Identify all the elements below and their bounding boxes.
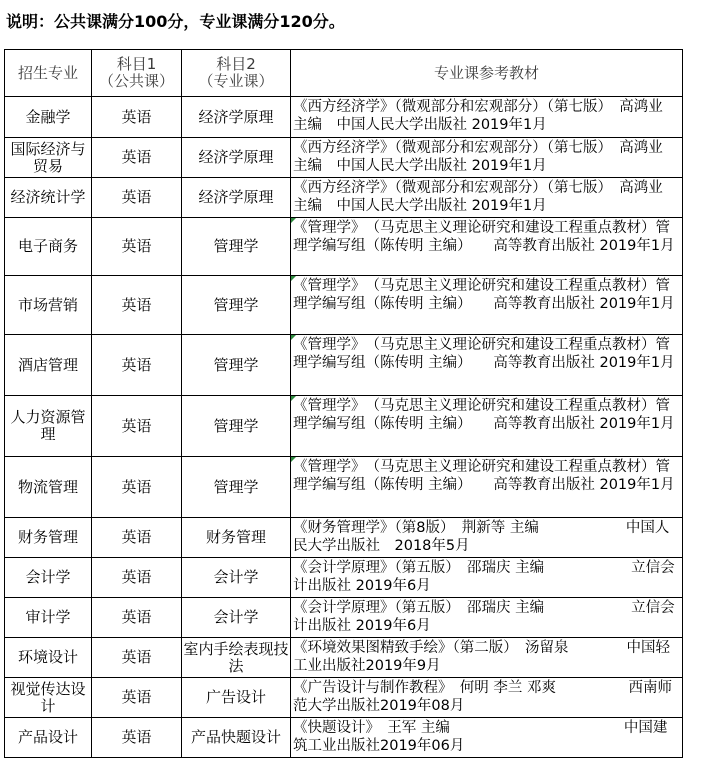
- major-cell: 会计学: [5, 558, 92, 598]
- subject2-cell: 管理学: [182, 276, 291, 335]
- subject1-cell: 英语: [92, 598, 182, 638]
- subject1-cell: 英语: [92, 457, 182, 518]
- subject2-cell: 管理学: [182, 218, 291, 276]
- reference-cell: 《管理学》 （马克思主义理论研究和建设工程重点教材）管理学编写组（陈传明 主编） 高等教育出版社 2019年1月: [291, 457, 683, 518]
- subject2-cell: 经济学原理: [182, 138, 291, 178]
- table-row: [5, 97, 683, 138]
- subject1-cell: 英语: [92, 678, 182, 718]
- subject1-cell: 英语: [92, 558, 182, 598]
- major-cell: 环境设计: [5, 638, 92, 678]
- reference-cell: 《会计学原理》（第五版） 邵瑞庆 主编 立信会计出版社 2019年6月: [291, 598, 683, 638]
- reference-cell: 《西方经济学》（微观部分和宏观部分）（第七版） 高鸿业 主编 中国人民大学出版社 2019年1月: [291, 97, 683, 138]
- reference-cell: 《广告设计与制作教程》 何明 李兰 邓爽 西南师范大学出版社2019年08月: [291, 678, 683, 718]
- header-major: 招生专业: [5, 50, 92, 97]
- header-reference: 专业课参考教材: [291, 50, 683, 97]
- table-row: [5, 638, 683, 678]
- table-row: [5, 138, 683, 178]
- subject2-cell: 产品快题设计: [182, 718, 291, 758]
- table-row: [5, 518, 683, 558]
- reference-cell: 《财务管理学》（第8版） 荆新等 主编 中国人民大学出版社 2018年5月: [291, 518, 683, 558]
- reference-cell: 《西方经济学》（微观部分和宏观部分）（第七版） 高鸿业 主编 中国人民大学出版社 2019年1月: [291, 138, 683, 178]
- major-cell: 市场营销: [5, 276, 92, 335]
- subject2-cell: 室内手绘表现技法: [182, 638, 291, 678]
- table-header-row: [5, 50, 683, 97]
- major-cell: 视觉传达设计: [5, 678, 92, 718]
- reference-cell: 《快题设计》 王军 主编 中国建筑工业出版社2019年06月: [291, 718, 683, 758]
- table-row: [5, 598, 683, 638]
- major-cell: 物流管理: [5, 457, 92, 518]
- subject2-cell: 经济学原理: [182, 97, 291, 138]
- subject1-cell: 英语: [92, 396, 182, 457]
- major-cell: 电子商务: [5, 218, 92, 276]
- subject2-cell: 管理学: [182, 396, 291, 457]
- subject2-cell: 广告设计: [182, 678, 291, 718]
- table-row: [5, 396, 683, 457]
- reference-cell: 《管理学》 （马克思主义理论研究和建设工程重点教材）管理学编写组（陈传明 主编） 高等教育出版社 2019年1月: [291, 218, 683, 276]
- subject1-cell: 英语: [92, 218, 182, 276]
- subject2-cell: 管理学: [182, 457, 291, 518]
- table-row: [5, 457, 683, 518]
- admissions-table: [4, 49, 683, 758]
- table-row: [5, 718, 683, 758]
- header-subject1: 科目1 （公共课）: [92, 50, 182, 97]
- subject1-cell: 英语: [92, 97, 182, 138]
- subject1-cell: 英语: [92, 178, 182, 218]
- subject1-cell: 英语: [92, 518, 182, 558]
- subject1-cell: 英语: [92, 718, 182, 758]
- header-subject2: 科目2 （专业课）: [182, 50, 291, 97]
- major-cell: 财务管理: [5, 518, 92, 558]
- reference-cell: 《管理学》 （马克思主义理论研究和建设工程重点教材）管理学编写组（陈传明 主编） 高等教育出版社 2019年1月: [291, 396, 683, 457]
- table-row: [5, 218, 683, 276]
- reference-cell: 《管理学》 （马克思主义理论研究和建设工程重点教材）管理学编写组（陈传明 主编） 高等教育出版社 2019年1月: [291, 335, 683, 396]
- table-row: [5, 178, 683, 218]
- reference-cell: 《环境效果图精致手绘》（第二版） 汤留泉 中国轻工业出版社2019年9月: [291, 638, 683, 678]
- subject2-cell: 会计学: [182, 598, 291, 638]
- subject2-cell: 经济学原理: [182, 178, 291, 218]
- subject2-cell: 管理学: [182, 335, 291, 396]
- subject1-cell: 英语: [92, 638, 182, 678]
- reference-cell: 《管理学》 （马克思主义理论研究和建设工程重点教材）管理学编写组（陈传明 主编） 高等教育出版社 2019年1月: [291, 276, 683, 335]
- reference-cell: 《会计学原理》（第五版） 邵瑞庆 主编 立信会计出版社 2019年6月: [291, 558, 683, 598]
- major-cell: 审计学: [5, 598, 92, 638]
- table-row: [5, 678, 683, 718]
- subject2-cell: 财务管理: [182, 518, 291, 558]
- subject2-cell: 会计学: [182, 558, 291, 598]
- major-cell: 酒店管理: [5, 335, 92, 396]
- table-row: [5, 276, 683, 335]
- table-row: [5, 558, 683, 598]
- major-cell: 国际经济与贸易: [5, 138, 92, 178]
- table-row: [5, 335, 683, 396]
- subject1-cell: 英语: [92, 138, 182, 178]
- major-cell: 金融学: [5, 97, 92, 138]
- major-cell: 产品设计: [5, 718, 92, 758]
- major-cell: 人力资源管理: [5, 396, 92, 457]
- subject1-cell: 英语: [92, 276, 182, 335]
- subject1-cell: 英语: [92, 335, 182, 396]
- major-cell: 经济统计学: [5, 178, 92, 218]
- reference-cell: 《西方经济学》（微观部分和宏观部分）（第七版） 高鸿业 主编 中国人民大学出版社 2019年1月: [291, 178, 683, 218]
- page-note: 说明：公共课满分100分，专业课满分120分。: [6, 12, 345, 31]
- table-body: [5, 97, 683, 758]
